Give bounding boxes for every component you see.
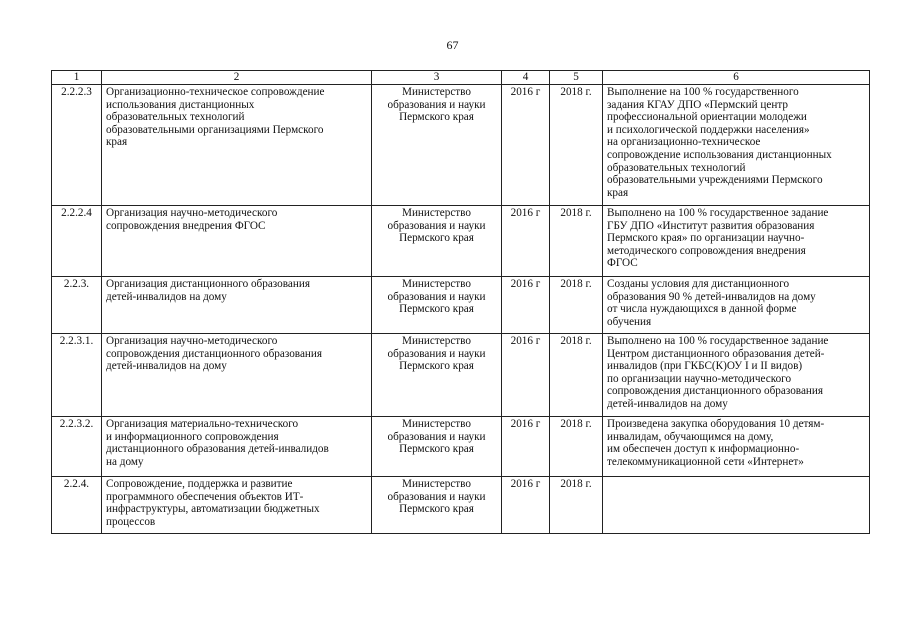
responsible-body: Министерство образования и науки Пермского края — [372, 206, 502, 277]
start-year: 2016 г — [502, 206, 550, 277]
table-row — [52, 417, 870, 477]
start-year: 2016 г — [502, 477, 550, 534]
activity-description: Организация научно-методического сопровождения внедрения ФГОС — [102, 206, 372, 277]
column-header: 6 — [603, 71, 870, 85]
responsible-body: Министерство образования и науки Пермского края — [372, 417, 502, 477]
end-year: 2018 г. — [550, 277, 603, 334]
start-year: 2016 г — [502, 277, 550, 334]
table-row — [52, 85, 870, 206]
table-row — [52, 206, 870, 277]
responsible-body: Министерство образования и науки Пермского края — [372, 277, 502, 334]
end-year: 2018 г. — [550, 334, 603, 417]
start-year: 2016 г — [502, 85, 550, 206]
responsible-body: Министерство образования и науки Пермского края — [372, 334, 502, 417]
item-number: 2.2.2.4 — [52, 206, 102, 277]
start-year: 2016 г — [502, 334, 550, 417]
activity-description: Организация научно-методического сопровождения дистанционного образования детей-инвалидов на дому — [102, 334, 372, 417]
expected-result: Выполнено на 100 % государственное задание Центром дистанционного образования детей- инвалидов (при ГКБС(К)ОУ I и II видов) по организации научно-методического сопровождения дистанционного образования детей-инвалидов на дому — [603, 334, 870, 417]
expected-result: Выполнение на 100 % государственного задания КГАУ ДПО «Пермский центр профессиональной ориентации молодежи и психологической поддержки населения» на организационно-техническое сопровождение использования дистанционных образовательных технологий образовательными учреждениями Пермского края — [603, 85, 870, 206]
item-number: 2.2.3.1. — [52, 334, 102, 417]
responsible-body: Министерство образования и науки Пермского края — [372, 85, 502, 206]
end-year: 2018 г. — [550, 206, 603, 277]
item-number: 2.2.3.2. — [52, 417, 102, 477]
activity-plan-table — [51, 70, 870, 534]
column-header: 5 — [550, 71, 603, 85]
table-row — [52, 277, 870, 334]
expected-result: Произведена закупка оборудования 10 детям- инвалидам, обучающимся на дому, им обеспечен доступ к информационно- телекоммуникационной сети «Интернет» — [603, 417, 870, 477]
table-row — [52, 334, 870, 417]
end-year: 2018 г. — [550, 85, 603, 206]
expected-result: Созданы условия для дистанционного образования 90 % детей-инвалидов на дому от числа нуждающихся в данной форме обучения — [603, 277, 870, 334]
activity-description: Организация дистанционного образования детей-инвалидов на дому — [102, 277, 372, 334]
item-number: 2.2.3. — [52, 277, 102, 334]
column-header: 1 — [52, 71, 102, 85]
column-header: 4 — [502, 71, 550, 85]
activity-description: Организационно-техническое сопровождение использования дистанционных образовательных технологий образовательными организациями Пермского края — [102, 85, 372, 206]
item-number: 2.2.2.3 — [52, 85, 102, 206]
activity-description: Организация материально-технического и информационного сопровождения дистанционного образования детей-инвалидов на дому — [102, 417, 372, 477]
activity-description: Сопровождение, поддержка и развитие программного обеспечения объектов ИТ- инфраструктуры, автоматизации бюджетных процессов — [102, 477, 372, 534]
responsible-body: Министерство образования и науки Пермского края — [372, 477, 502, 534]
table-row — [52, 477, 870, 534]
start-year: 2016 г — [502, 417, 550, 477]
expected-result — [603, 477, 870, 534]
item-number: 2.2.4. — [52, 477, 102, 534]
page-number: 67 — [446, 38, 459, 52]
expected-result: Выполнено на 100 % государственное задание ГБУ ДПО «Институт развития образования Пермского края» по организации научно- методического сопровождения внедрения ФГОС — [603, 206, 870, 277]
end-year: 2018 г. — [550, 417, 603, 477]
table-header-row — [52, 71, 870, 85]
end-year: 2018 г. — [550, 477, 603, 534]
column-header: 2 — [102, 71, 372, 85]
column-header: 3 — [372, 71, 502, 85]
